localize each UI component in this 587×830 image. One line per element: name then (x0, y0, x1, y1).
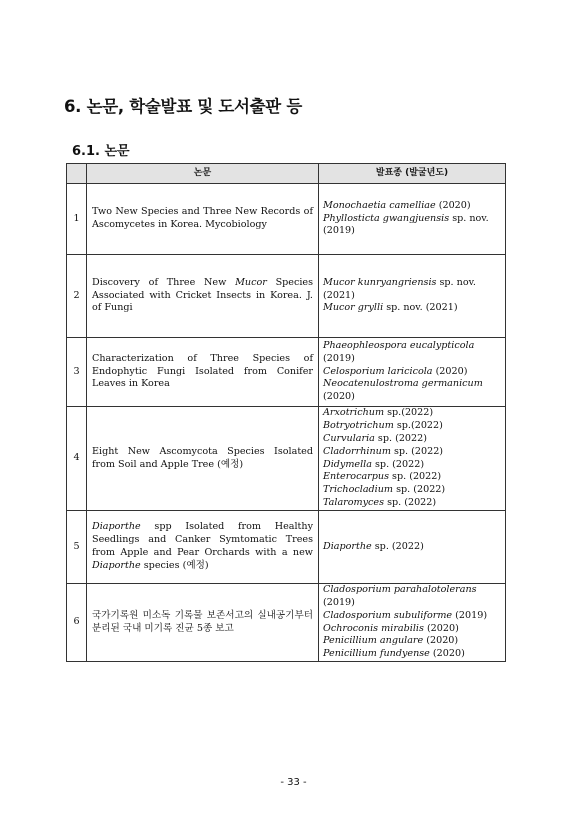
species-entry (323, 597, 502, 610)
paper-title (87, 407, 319, 511)
species-name-italic: Cladosporium subuliforme (323, 609, 453, 621)
published-species (319, 255, 506, 338)
species-entry (323, 225, 502, 238)
text-segment: sp. (2022) (371, 540, 424, 552)
species-entry (323, 290, 502, 303)
species-name-italic: Ochroconis mirabilis (323, 622, 424, 634)
text-segment: Two New Species and Three New Records of Ascomycetes in Korea. Mycobiology (92, 206, 313, 230)
text-segment: sp. nov. (2021) (383, 302, 458, 314)
species-name-italic: Penicillium angulare (323, 635, 424, 647)
species-name-italic: Mucor kunryangriensis (323, 276, 437, 288)
published-species (319, 407, 506, 511)
text-segment: (2020) (423, 635, 459, 647)
row-number: 6 (67, 584, 87, 662)
species-entry (323, 541, 502, 554)
species-entry (323, 302, 502, 315)
species-entry (323, 407, 502, 420)
paper-title (87, 584, 319, 662)
species-name-italic: Phaeophleospora eucalypticola (323, 340, 475, 351)
text-segment: (2020) (423, 622, 459, 634)
text-segment: sp. nov. (436, 276, 476, 288)
species-name-italic: Mucor (235, 276, 267, 288)
table-row (67, 255, 506, 338)
species-entry (323, 353, 502, 366)
text-segment: Discovery of Three New (92, 276, 236, 288)
paper-title (87, 338, 319, 407)
species-name-italic: Botryotrichum (323, 420, 394, 432)
species-name-italic: Cladosporium parahalotolerans (323, 584, 477, 596)
text-segment: (2021) (323, 289, 355, 301)
species-entry (323, 497, 502, 510)
published-species (319, 511, 506, 584)
row-number: 1 (67, 184, 87, 255)
table-row (67, 338, 506, 407)
species-entry (323, 340, 502, 353)
text-segment: sp. (2022) (371, 458, 425, 470)
subsection-title: 6.1. 논문 (72, 144, 130, 159)
page-number: - 33 - (280, 777, 307, 788)
species-entry (323, 446, 502, 459)
species-name-italic: Arxotrichum (323, 407, 385, 419)
row-number: 3 (67, 338, 87, 407)
species-name-italic: Phyllosticta gwangjuensis (323, 212, 450, 224)
species-entry (323, 391, 502, 404)
species-entry (323, 277, 502, 290)
species-name-italic: Diaporthe (92, 559, 141, 571)
text-segment: sp.(2022) (384, 407, 434, 419)
table-row (67, 511, 506, 584)
species-name-italic: Curvularia (323, 432, 375, 444)
header-number (67, 164, 87, 184)
table-row (67, 584, 506, 662)
table-row (67, 184, 506, 255)
text-segment: (2019) (323, 596, 355, 608)
text-segment: (2020) (429, 648, 465, 660)
species-name-italic: Monochaetia camelliae (323, 199, 436, 211)
species-entry (323, 623, 502, 636)
species-entry (323, 471, 502, 484)
text-segment: Eight New Ascomycota Species Isolated from Soil and Apple Tree (예정) (92, 445, 313, 470)
species-name-italic: Penicillium fundyense (323, 648, 430, 660)
text-segment: Species Associated with Cricket Insects in Korea. J. of Fungi (92, 276, 314, 314)
species-entry (323, 433, 502, 446)
header-published-species: 발표종 (발굴년도) (319, 164, 506, 184)
section-title: 6. 논문, 학술발표 및 도서출판 등 (64, 97, 303, 116)
species-entry (323, 484, 502, 497)
species-entry (323, 610, 502, 623)
text-segment: (2019) (323, 225, 355, 237)
species-name-italic: Celosporium laricicola (323, 365, 433, 377)
text-segment: (2020) (432, 365, 468, 377)
species-name-italic: Enterocarpus (323, 471, 389, 483)
text-segment: sp. (2022) (384, 496, 437, 508)
text-segment: species (예정) (140, 559, 209, 571)
species-entry (323, 584, 502, 597)
text-segment: Characterization of Three Species of Endophytic Fungi Isolated from Conifer Leaves in Korea (92, 352, 313, 390)
species-entry (323, 200, 502, 213)
species-entry (323, 366, 502, 379)
species-entry (323, 459, 502, 472)
species-name-italic: Neocatenulostroma germanicum (323, 378, 483, 390)
text-segment: (2019) (452, 609, 488, 621)
species-entry (323, 635, 502, 648)
published-species (319, 184, 506, 255)
species-entry (323, 213, 502, 226)
species-entry (323, 420, 502, 433)
row-number: 4 (67, 407, 87, 511)
species-entry (323, 378, 502, 391)
table-header-row (67, 164, 506, 184)
text-segment: (2020) (435, 199, 471, 211)
text-segment: sp. nov. (449, 212, 489, 224)
species-name-italic: Diaporthe (92, 521, 141, 533)
text-segment: (2019) (323, 352, 355, 364)
species-entry (323, 648, 502, 661)
text-segment: 국가기록원 미소독 기록물 보존서고의 실내공기부터 분리된 국내 미기록 진균 5종 보고 (92, 609, 313, 634)
text-segment: (2020) (323, 391, 355, 403)
paper-title (87, 255, 319, 338)
papers-table (66, 163, 506, 662)
published-species (319, 338, 506, 407)
text-segment: sp.(2022) (393, 420, 443, 432)
species-name-italic: Cladorrhinum (323, 445, 391, 457)
published-species (319, 584, 506, 662)
paper-title (87, 184, 319, 255)
species-name-italic: Mucor grylli (323, 302, 384, 314)
paper-title (87, 511, 319, 584)
row-number: 2 (67, 255, 87, 338)
species-name-italic: Trichocladium (323, 484, 394, 496)
species-name-italic: Talaromyces (323, 496, 385, 508)
text-segment: sp. (2022) (390, 445, 444, 457)
row-number: 5 (67, 511, 87, 584)
species-name-italic: Diaporthe (323, 540, 372, 552)
text-segment: sp. (2022) (374, 432, 427, 444)
species-name-italic: Didymella (323, 458, 372, 470)
text-segment: sp. (2022) (393, 484, 446, 496)
text-segment: sp. (2022) (389, 471, 442, 483)
header-paper: 논문 (87, 164, 319, 184)
table-row (67, 407, 506, 511)
text-segment: spp Isolated from Healthy Seedlings and Canker Symtomatic Trees from Apple and Pear Orchards with a new (92, 521, 313, 558)
